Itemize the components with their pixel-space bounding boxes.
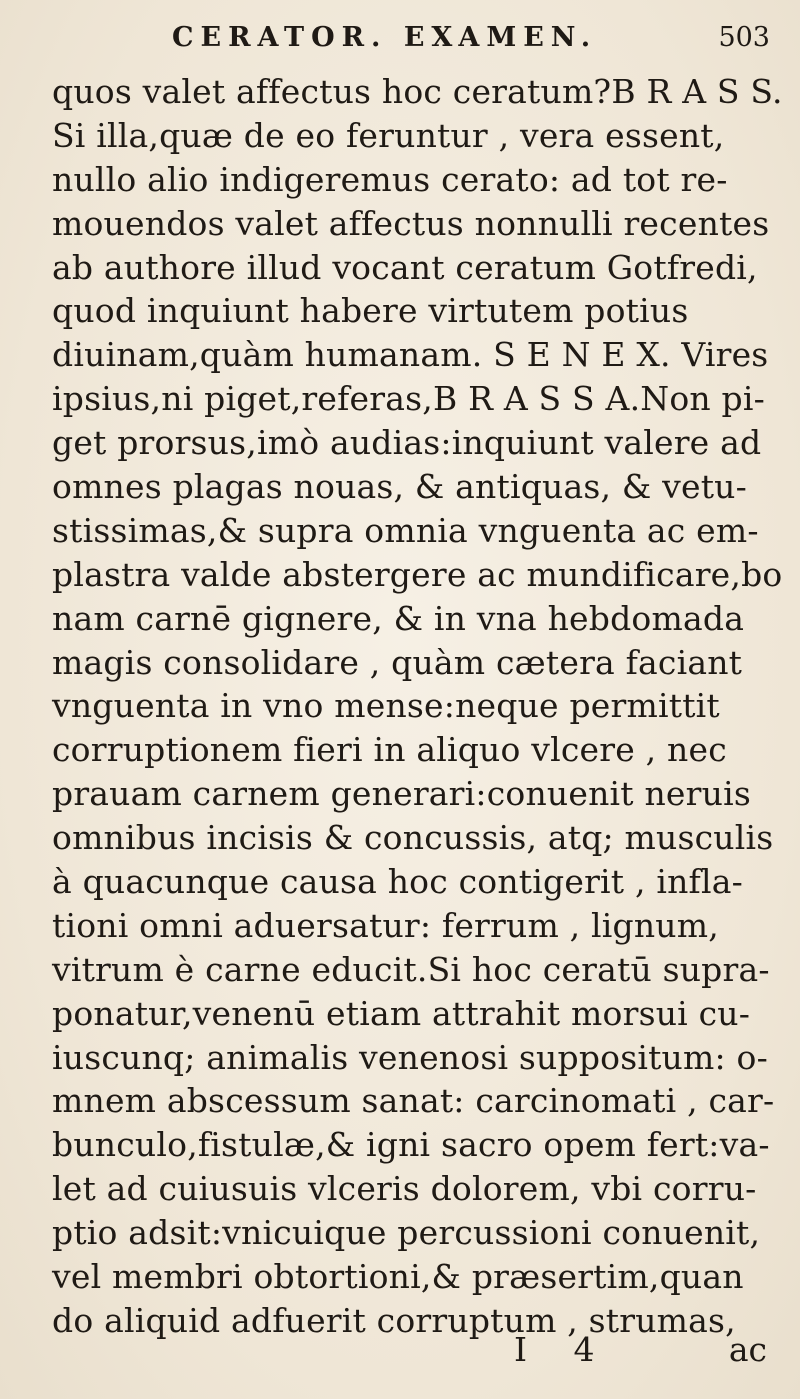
text-line: prauam carnem generari:conuenit neruis [52, 774, 751, 814]
text-line: quod inquiunt habere virtutem potius [52, 291, 689, 331]
text-line: iuscunq; animalis venenosi suppositum: o- [52, 1037, 768, 1077]
text-line: diuinam,quàm humanam. S E N E X. Vires [52, 335, 769, 375]
page-header [80, 22, 770, 62]
text-line: ipsius,ni piget,referas,B R A S S A.Non pi- [52, 379, 765, 419]
text-line: nullo alio indigeremus cerato: ad tot re- [52, 159, 728, 199]
text-line: magis consolidare , quàm cætera faciant [52, 642, 743, 682]
signature-mark: I 4 [514, 1330, 613, 1369]
text-line: ptio adsit:vnicuique percussioni conuenit, [52, 1213, 761, 1253]
text-line: stissimas,& supra omnia vnguenta ac em- [52, 510, 759, 550]
text-line: vnguenta in vno mense:neque permittit [52, 686, 720, 726]
text-line: tioni omni aduersatur: ferrum , lignum, [52, 905, 719, 945]
catchword: ac [728, 1330, 767, 1369]
page-number: 503 [718, 22, 770, 53]
text-line: quos valet affectus hoc ceratum?B R A S S. [52, 72, 783, 111]
text-line: vitrum è carne educit.Si hoc ceratū supra- [52, 949, 770, 989]
text-line: corruptionem fieri in aliquo vlcere , nec [52, 730, 727, 770]
body-text [52, 70, 783, 1343]
text-line: ab authore illud vocant ceratum Gotfredi, [52, 247, 758, 287]
text-line: do aliquid adfuerit corruptum , strumas, [52, 1300, 736, 1340]
text-line: get prorsus,imò audias:inquiunt valere ad [52, 423, 762, 463]
text-line: omnes plagas nouas, & antiquas, & vetu- [52, 467, 747, 507]
text-line: Si illa,quæ de eo feruntur , vera essent, [52, 115, 725, 155]
text-line: nam carnē gignere, & in vna hebdomada [52, 598, 745, 638]
text-line: bunculo,fistulæ,& igni sacro opem fert:va- [52, 1125, 770, 1165]
text-line: mouendos valet affectus nonnulli recentes [52, 203, 770, 243]
running-head: CERATOR. EXAMEN. [172, 22, 598, 53]
text-line: mnem abscessum sanat: carcinomati , car- [52, 1081, 775, 1121]
text-line: vel membri obtortioni,& præsertim,quan [52, 1257, 744, 1297]
page-footer [52, 1330, 767, 1374]
text-line: let ad cuiusuis vlceris dolorem, vbi corru- [52, 1169, 757, 1209]
text-line: ponatur,venenū etiam attrahit morsui cu- [52, 993, 751, 1033]
text-line: à quacunque causa hoc contigerit , infla- [52, 862, 743, 902]
text-line: omnibus incisis & concussis, atq; musculis [52, 818, 774, 858]
text-line: plastra valde abstergere ac mundificare,bo [52, 554, 783, 594]
